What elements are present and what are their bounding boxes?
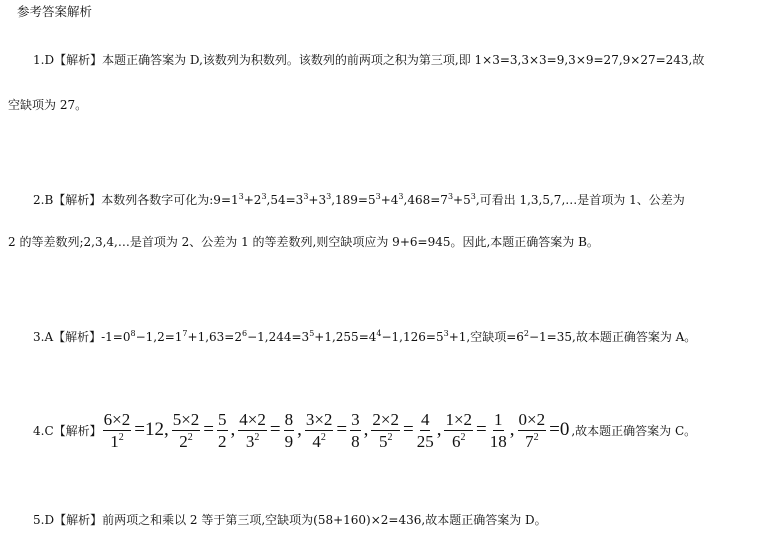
equals: = [476, 419, 487, 440]
text: 3.A【解析】-1=0 [33, 330, 131, 344]
fraction [417, 410, 434, 451]
exponent: 3 [375, 192, 381, 201]
fraction [172, 410, 201, 451]
denominator [246, 431, 260, 451]
exponent: 8 [130, 329, 136, 338]
text: +2 [243, 193, 262, 207]
text: +3 [308, 193, 327, 207]
text: −1=35,故本题正确答案为 A。 [528, 330, 697, 344]
comma: , [509, 419, 515, 440]
fraction [284, 410, 295, 451]
denominator: 25 [416, 431, 434, 451]
exponent: 3 [261, 192, 267, 201]
comma: , [297, 419, 302, 440]
exponent: 2 [460, 431, 466, 443]
exponent: 6 [241, 329, 248, 338]
result: =0 [549, 419, 570, 440]
exponent: 2 [387, 431, 393, 443]
numerator: 6×2 [103, 409, 131, 429]
text: 2.B【解析】本数列各数字可化为:9=1 [33, 193, 239, 207]
fraction [103, 410, 132, 451]
base: 4 [312, 431, 321, 451]
numerator: 4×2 [239, 409, 266, 429]
denominator: 18 [489, 431, 507, 451]
fraction [350, 410, 361, 451]
answer-5-line-1: 5.D【解析】前两项之和乘以 2 等于第三项,空缺项为(58+160)×2=436,故本题正确答案为 D。 [33, 513, 547, 527]
answer-1-line-1: 1.D【解析】本题正确答案为 D,该数列为积数列。该数列的前两项之积为第三项,即 1×3=3,3×3=9,3×9=27,9×27=243,故 [33, 53, 705, 67]
equals: = [402, 419, 414, 440]
exponent: 3 [470, 192, 476, 201]
exponent: 2 [118, 431, 124, 443]
fraction [305, 410, 334, 451]
numerator: 2×2 [372, 409, 399, 429]
exponent: 3 [238, 192, 244, 201]
numerator: 3×2 [305, 409, 333, 429]
text: ,189=5 [331, 193, 376, 207]
numerator: 1×2 [445, 409, 473, 429]
base: 7 [525, 431, 534, 451]
exponent: 3 [443, 329, 449, 338]
exponent: 3 [303, 192, 309, 201]
exponent: 3 [326, 192, 332, 201]
page-title: 参考答案解析 [17, 4, 93, 19]
denominator [312, 431, 326, 451]
denominator: 9 [284, 431, 294, 451]
text: +1,63=2 [187, 330, 242, 344]
comma: , [436, 419, 442, 440]
answer-2-line-2: 2 的等差数列;2,3,4,…是首项为 2、公差为 1 的等差数列,则空缺项应为 9+6=945。因此,本题正确答案为 B。 [8, 235, 599, 249]
answer-2-line-1 [33, 192, 685, 208]
text: +1,255=4 [314, 330, 377, 344]
exponent: 2 [523, 329, 529, 338]
exponent: 3 [447, 192, 454, 201]
numerator: 8 [284, 409, 294, 429]
numerator: 5×2 [172, 409, 200, 429]
base: 5 [378, 431, 388, 451]
exponent: 2 [320, 431, 326, 443]
equals: = [269, 419, 281, 440]
text: ,54=3 [266, 193, 304, 207]
comma: , [230, 419, 236, 440]
text: −1,126=5 [381, 330, 444, 344]
numerator: 0×2 [518, 409, 546, 429]
numerator: 5 [218, 409, 227, 429]
text: −1,244=3 [247, 330, 310, 344]
exponent: 2 [254, 431, 260, 443]
denominator [525, 431, 539, 451]
base: 1 [110, 431, 119, 451]
denominator: 8 [351, 431, 360, 451]
answer-1-line-2: 空缺项为 27。 [8, 98, 88, 112]
exponent: 7 [182, 329, 188, 338]
comma: , [363, 419, 369, 440]
exponent: 2 [187, 431, 193, 443]
fraction [490, 410, 507, 451]
base: 6 [452, 431, 461, 451]
answer-4-expression [33, 404, 696, 456]
exponent: 3 [398, 192, 404, 201]
fraction [444, 410, 473, 451]
denominator [379, 431, 393, 451]
answer-4-suffix: ,故本题正确答案为 C。 [571, 423, 697, 438]
numerator: 1 [494, 409, 503, 429]
equals: = [336, 419, 348, 440]
fraction [238, 410, 267, 451]
text: ,468=7 [403, 193, 448, 207]
denominator: 2 [218, 431, 227, 451]
equals: = [203, 419, 215, 440]
text: −1,2=1 [135, 330, 183, 344]
denominator [452, 431, 466, 451]
fraction [518, 410, 547, 451]
numerator: 4 [420, 409, 430, 429]
exponent: 5 [309, 329, 315, 338]
denominator [179, 431, 193, 451]
result: =12, [134, 419, 169, 440]
numerator: 3 [351, 409, 360, 429]
text: +1,空缺项=6 [448, 330, 524, 344]
text: ,可看出 1,3,5,7,…是首项为 1、公差为 [475, 193, 685, 207]
fraction [217, 410, 228, 451]
text: +5 [453, 193, 471, 207]
base: 2 [179, 431, 188, 451]
denominator [110, 431, 124, 451]
text: +4 [380, 193, 399, 207]
exponent: 2 [533, 431, 539, 443]
answer-3-line-1 [33, 329, 696, 345]
base: 3 [245, 431, 255, 451]
answer-4-prefix: 4.C【解析】 [33, 423, 102, 438]
fraction [371, 410, 400, 451]
exponent: 4 [376, 329, 382, 338]
